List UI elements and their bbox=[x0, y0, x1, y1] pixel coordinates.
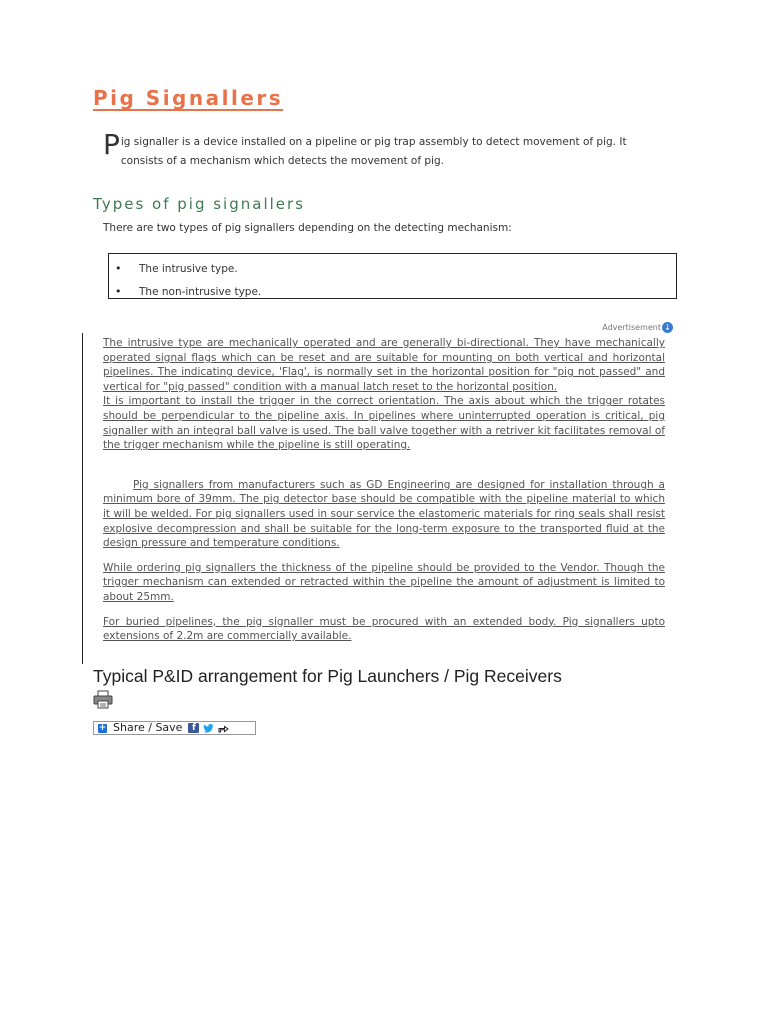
types-list-box bbox=[108, 253, 677, 299]
list-item: • The non-intrusive type. bbox=[139, 286, 261, 298]
pid-heading: Typical P&ID arrangement for Pig Launchers / Pig Receivers bbox=[93, 666, 562, 686]
article-left-rule bbox=[82, 333, 83, 664]
plus-icon: + bbox=[98, 722, 107, 733]
article-body bbox=[103, 336, 665, 644]
facebook-icon[interactable]: f bbox=[188, 723, 199, 733]
advertisement-label[interactable] bbox=[602, 322, 673, 333]
article-paragraph-buried[interactable]: For buried pipelines, the pig signaller must be procured with an extended body. Pig signallers upto extensions of 2.2m are commercially available. bbox=[103, 615, 665, 643]
share-save-button[interactable] bbox=[93, 721, 256, 735]
share-save-label: Share / Save bbox=[113, 721, 183, 734]
twitter-icon[interactable] bbox=[203, 723, 214, 733]
info-icon[interactable]: ↓ bbox=[662, 322, 673, 333]
article-paragraph-intrusive[interactable]: The intrusive type are mechanically operated and are generally bi-directional. They have mechanically operated signal flags which can be reset and are suitable for mounting on both vertical and horizontal pipelines. The indicating device, 'Flag', is normally set in the horizontal position for "pig not passed" and vertical for "pig passed" condition with a manual latch reset to the horizontal position. bbox=[103, 337, 665, 393]
types-lead-text: There are two types of pig signallers depending on the detecting mechanism: bbox=[103, 222, 512, 234]
intro-paragraph bbox=[103, 128, 665, 171]
article-paragraph-manufacturers[interactable]: Pig signallers from manufacturers such as GD Engineering are designed for installation through a minimum bore of 39mm. The pig detector base should be compatible with the pipeline material to which it will be welded. For pig signallers used in sour service the elastomeric materials for ring seals shall resist explosive decompression and shall be suitable for the long-term exposure to the transported fluid at the design pressure and temperature conditions. bbox=[103, 478, 665, 550]
share-arrow-icon[interactable] bbox=[218, 723, 229, 733]
types-heading: Types of pig signallers bbox=[93, 195, 305, 213]
article-paragraph-ordering[interactable]: While ordering pig signallers the thickness of the pipeline should be provided to the Vendor. Though the trigger mechanism can extended or retracted within the pipeline the amount of adjustment is limited to about 25mm. bbox=[103, 561, 665, 603]
page-title: Pig Signallers bbox=[93, 86, 284, 110]
article-paragraph-trigger[interactable]: It is important to install the trigger in the correct orientation. The axis about which the trigger rotates should be perpendicular to the pipeline axis. In pipelines where uninterrupted operation is critical, pig signaller with an integral ball valve is used. The ball valve together with a retriver kit facilitates removal of the trigger mechanism while the pipeline is still operating. bbox=[103, 395, 665, 452]
dropcap-letter: P bbox=[103, 128, 120, 161]
advertisement-text: Advertisement bbox=[602, 323, 661, 332]
intro-text: ig signaller is a device installed on a pipeline or pig trap assembly to detect movement of pig. It consists of a mechanism which detects the movement of pig. bbox=[120, 136, 627, 167]
printer-icon[interactable] bbox=[93, 690, 113, 709]
list-item: • The intrusive type. bbox=[139, 263, 238, 275]
